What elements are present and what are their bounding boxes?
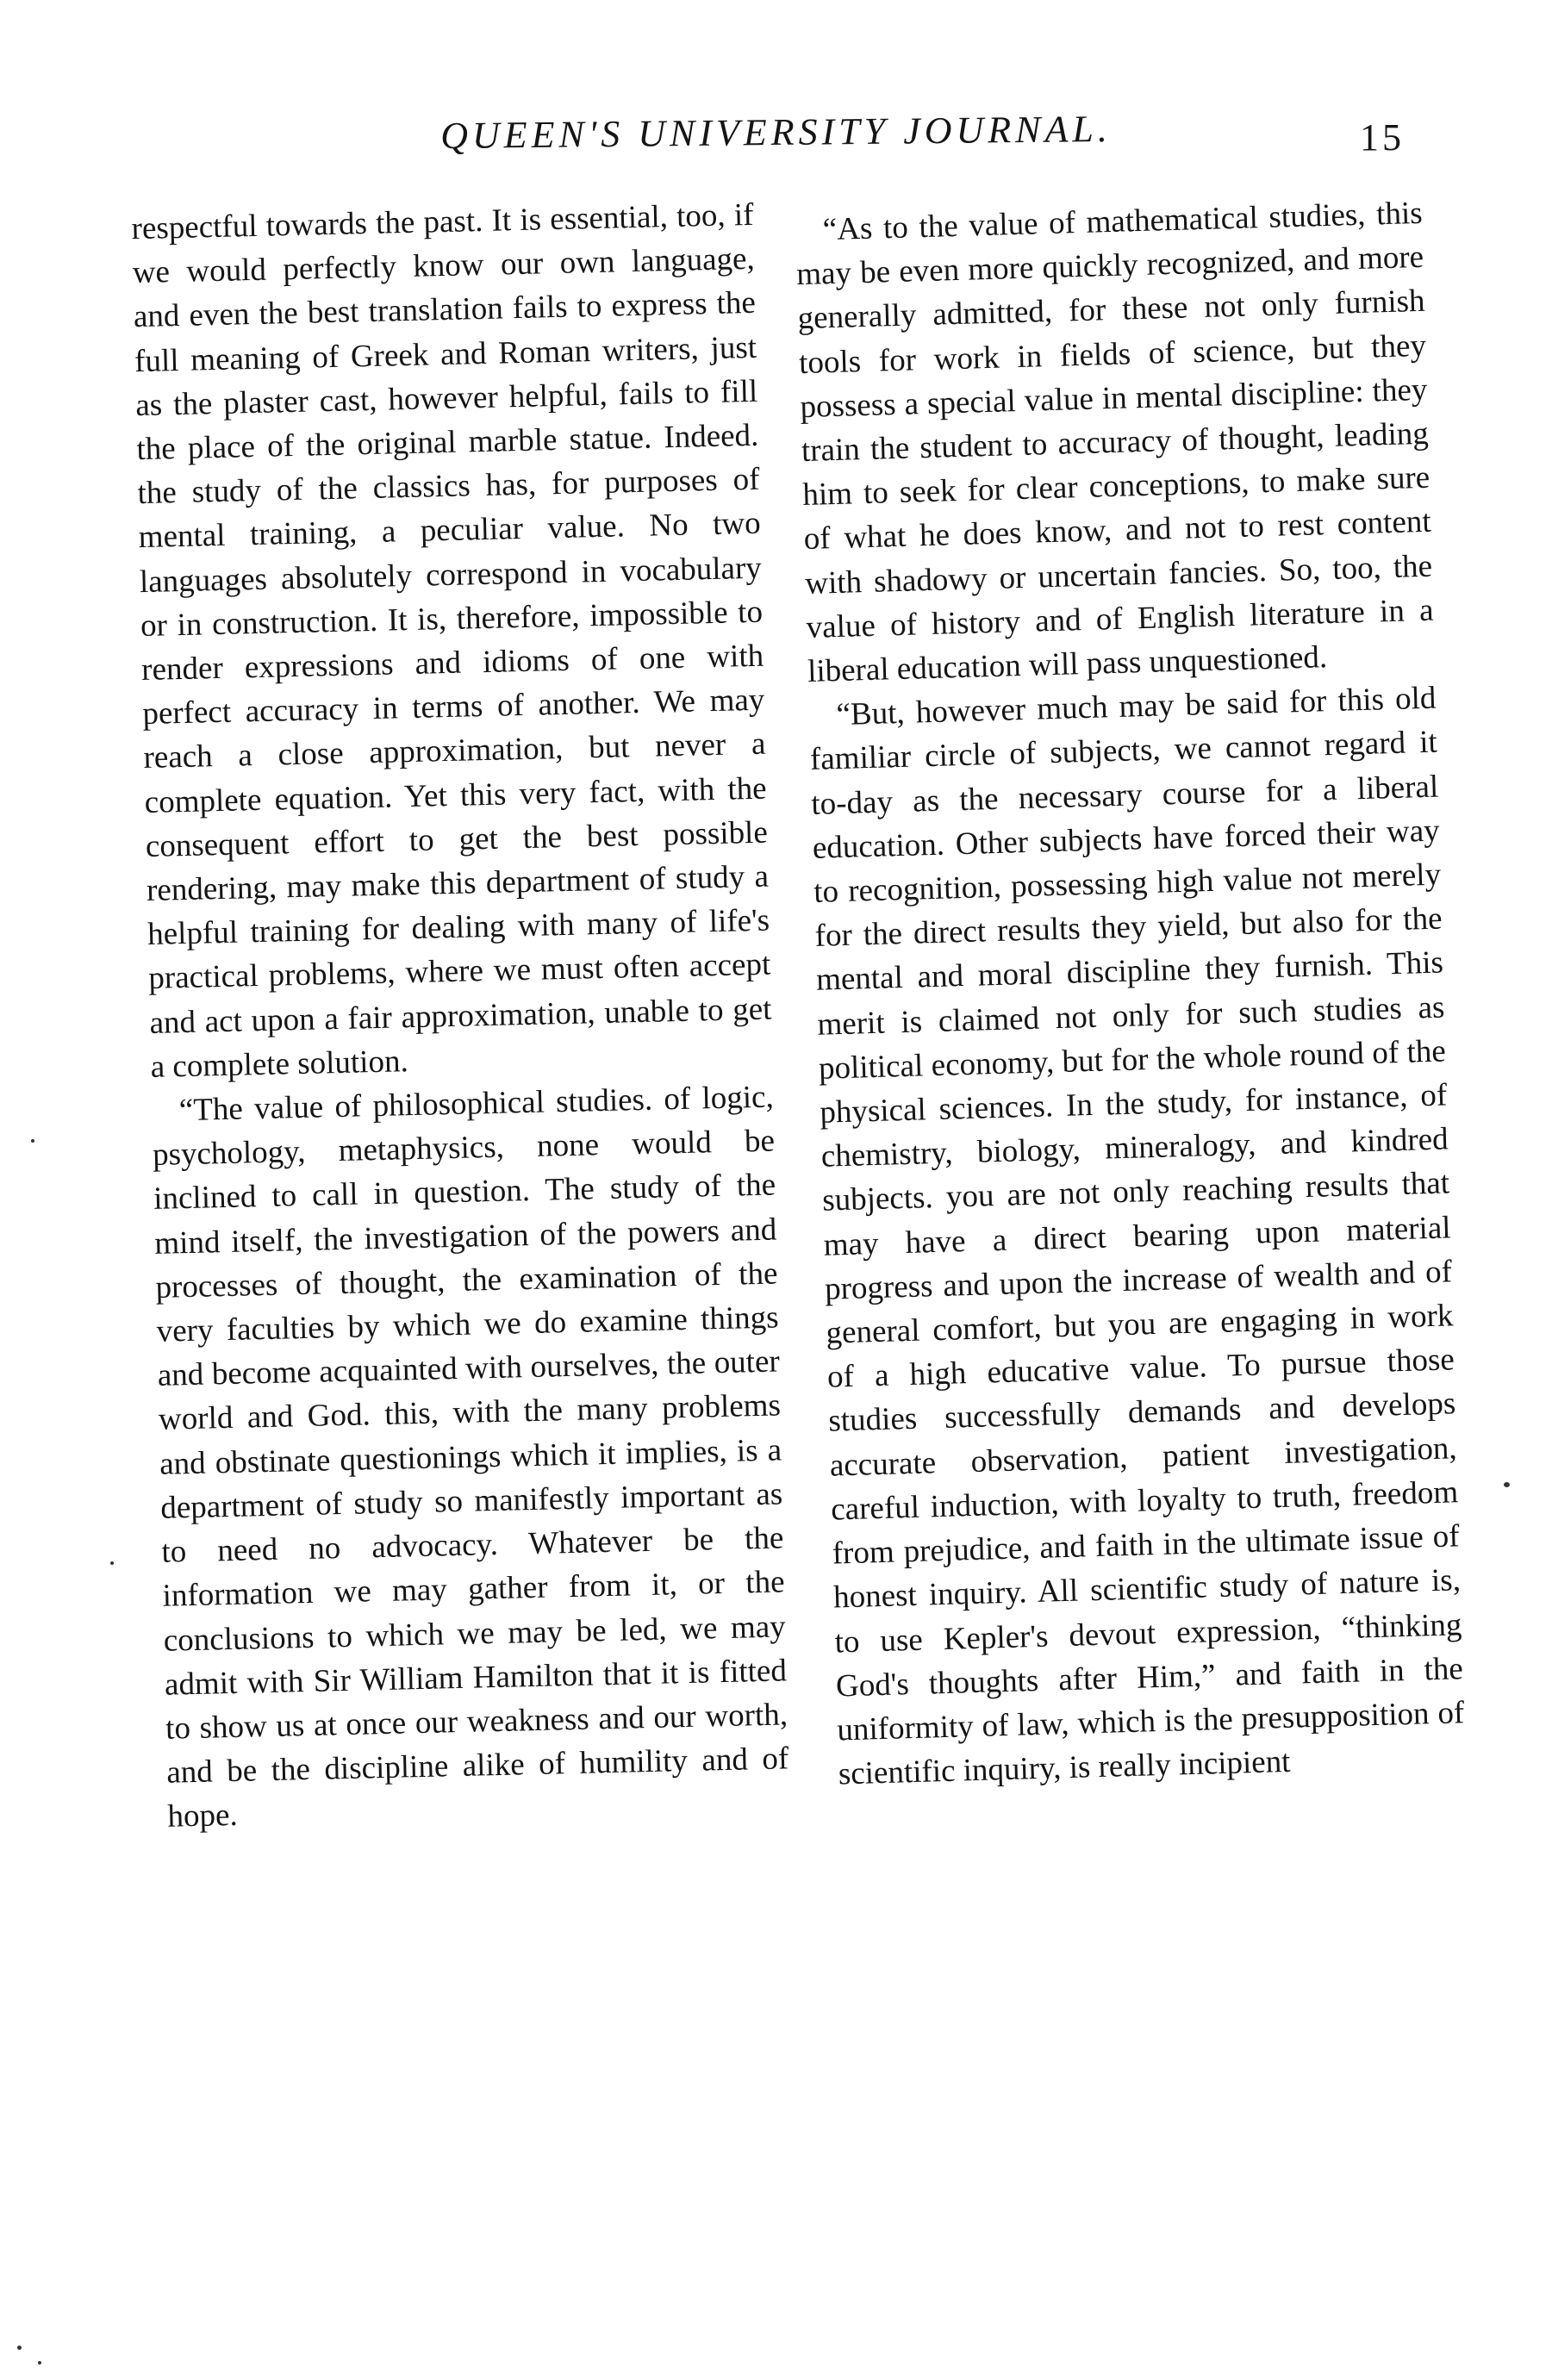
right-column xyxy=(795,191,1466,1797)
paragraph: “As to the value of mathematical studies, this may be even more quickly recognized, and more generally admitted, for these not only furnish tools for work in fields of science, but they possess a special value in mental discipline: they train the student to accuracy of thought, leading him to seek for clear conceptions, to make sure of what he does know, and not to rest content with shadowy or uncertain fancies. So, too, the value of history and of English literature in a liberal education will pass unquestioned. xyxy=(795,195,1435,689)
print-speck xyxy=(17,2346,22,2350)
running-title: QUEEN'S UNIVERSITY JOURNAL. xyxy=(439,107,1113,158)
paragraph: “But, however much may be said for this old familiar circle of subjects, we cannot regard it to-day as the necessary course for a liberal education. Other subjects have forced their way to recognition, possessing high value not merely for the direct results they yield, but also for the mental and moral discipline they furnish. This merit is claimed not only for such studies as political economy, but for the whole round of the physical sciences. In the study, for instance, of chemistry, biology, mineralogy, and kindred subjects. you are not only reaching results that may have a direct bearing upon material progress and upon the increase of wealth and of general comfort, but you are engaging in work of a high educative value. To pursue those studies successfully demands and develops accurate observation, patient investigation, careful induction, with loyalty to truth, freedom from prejudice, and faith in the ultimate issue of honest inquiry. All scientific study of nature is, to use Kepler's devout expression, “thinking God's thoughts after Him,” and faith in the uniformity of law, which is the presupposition of scientific inquiry, is really incipient xyxy=(809,680,1465,1792)
print-speck xyxy=(38,2361,41,2364)
print-speck xyxy=(110,1561,114,1565)
print-speck xyxy=(1504,1482,1510,1487)
paragraph: “The value of philosophical studies. of logic, psychology, metaphysics, none would be inclined to call in question. The study of the mind itself, the investigation of the powers and processes of thought, the examination of the very faculties by which we do examine things and become acquainted with ourselves, the outer world and God. this, with the many problems and obstinate questionings which it implies, is a department of study so manifestly important as to need no advocacy. Whatever be the information we may gather from it, or the conclusions to which we may be led, we may admit with Sir William Hamilton that it is fitted to show us at once our weakness and our worth, and be the discipline alike of humility and of hope. xyxy=(152,1079,789,1835)
print-speck xyxy=(31,1139,34,1143)
left-column xyxy=(131,193,790,1839)
running-head xyxy=(0,107,1552,171)
paragraph: respectful towards the past. It is essential, too, if we would perfectly know our own language, and even the best translation fails to express the full meaning of Greek and Roman writers, just as the plaster cast, however helpful, fails to fill the place of the original marble statue. Indeed. the study of the classics has, for purposes of mental training, a peculiar value. No two languages absolutely correspond in vocabulary or in construction. It is, therefore, impossible to render expressions and idioms of one with perfect accuracy in terms of another. We may reach a close approximation, but never a complete equation. Yet this very fact, with the consequent effort to get the best possible rendering, may make this department of study a helpful training for dealing with many of life's practical problems, where we must often accept and act upon a fair approximation, unable to get a complete solution. xyxy=(131,196,772,1085)
page-number: 15 xyxy=(1360,116,1405,159)
